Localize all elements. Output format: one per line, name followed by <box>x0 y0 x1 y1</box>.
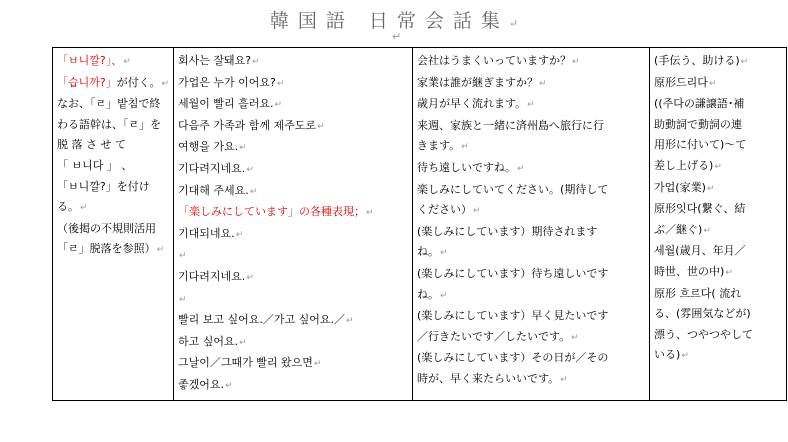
line-text: 「 ㅂ니다 」 、 <box>57 158 133 172</box>
text-line <box>178 310 408 332</box>
text-line <box>654 262 782 284</box>
text-line <box>417 200 645 222</box>
paragraph-mark: ↵ <box>276 78 285 89</box>
line-text: 原形드리다 <box>654 75 708 89</box>
line-text: 기다려지네요. <box>178 161 246 175</box>
text-line <box>178 202 408 224</box>
vocabulary-notes-cell <box>650 48 787 401</box>
paragraph-mark: ↵ <box>714 161 722 172</box>
line-text: 来週、家族と一緒に済州島へ旅行に行 <box>417 118 605 132</box>
text-line <box>417 116 645 137</box>
line-text: なお、「ㄹ」밭침で終 <box>57 97 161 111</box>
line-text: 좋겠어요. <box>178 377 225 391</box>
paragraph-mark: ↵ <box>246 272 254 283</box>
korean-phrases-cell <box>174 48 413 401</box>
grammar-notes-cell <box>53 48 174 401</box>
text-line <box>417 264 645 285</box>
text-line <box>654 325 782 346</box>
text-line <box>57 219 169 240</box>
text-line <box>654 135 782 156</box>
line-text: (楽しみにしています）早く見たいです <box>417 309 609 323</box>
text-line <box>417 222 645 243</box>
line-text: わる語幹は、「ㄹ」を <box>57 117 162 131</box>
text-line <box>417 327 645 349</box>
document-title <box>0 6 788 33</box>
paragraph-mark: ↵ <box>80 203 88 214</box>
paragraph-mark: ↵ <box>725 267 733 278</box>
paragraph-mark: ↵ <box>235 229 244 240</box>
paragraph-mark: ↵ <box>239 337 247 348</box>
line-text: 時世、世の中) <box>654 264 725 278</box>
line-text: (楽しみにしています）期待されます <box>417 224 598 238</box>
text-line <box>654 178 782 200</box>
text-line <box>654 115 782 136</box>
paragraph-mark: ↵ <box>366 208 374 219</box>
line-text: (楽しみにしています）その日が／その <box>417 351 609 365</box>
conversation-table <box>52 47 787 401</box>
line-text: 여행을 가요. <box>178 140 239 154</box>
line-text: 가업은 누가 이어요? <box>178 75 276 89</box>
title-text: 韓国語 日常会話集 <box>269 10 509 32</box>
text-line <box>178 116 408 138</box>
text-line <box>654 220 782 242</box>
paragraph-mark: ↵ <box>246 164 254 175</box>
text-line <box>654 94 782 115</box>
line-text: 그날이／그때가 빨리 왔으면 <box>178 356 313 370</box>
text-line <box>417 73 645 95</box>
text-line <box>417 348 645 369</box>
text-line <box>417 180 645 201</box>
line-text: 時が、早く来たらいいです。 <box>417 371 560 385</box>
line-text: 家業は誰が継ぎますか？ <box>417 75 539 89</box>
line-text: 会社はうまくいっていますか？ <box>417 54 572 67</box>
text-line <box>178 267 408 289</box>
line-text: 待ち遠しいですね。 <box>417 160 517 174</box>
text-line <box>178 159 408 181</box>
line-text: きます。 <box>417 139 461 153</box>
line-text: 세월(歳月、年月／ <box>654 244 746 258</box>
line-text: 助動詞で動詞の連 <box>654 117 743 131</box>
text-line <box>417 94 645 116</box>
paragraph-mark: ↵ <box>179 251 187 262</box>
paragraph-mark: ↵ <box>179 294 187 305</box>
line-text: 기대되네요. <box>178 226 235 240</box>
paragraph-mark: ↵ <box>123 57 131 67</box>
line-text: 세월이 빨리 흘러요. <box>178 97 274 111</box>
text-line <box>57 51 169 73</box>
line-text: ((주다の謙譲語･補 <box>654 97 745 111</box>
paragraph-mark: ↵ <box>560 374 568 385</box>
line-text: 「습니까?」 <box>57 75 117 89</box>
paragraph-mark: ↵ <box>708 78 717 89</box>
line-text: 기대해 주세요. <box>178 183 249 197</box>
line-text: (手伝う、助ける) <box>654 54 740 67</box>
text-line <box>178 73 408 95</box>
text-line <box>654 345 782 367</box>
line-text: 「ㅂ니깔?」、 <box>57 54 123 67</box>
paragraph-mark: ↵ <box>161 78 170 89</box>
paragraph-mark: ↵ <box>239 143 247 154</box>
line-text: 회사는 잘돼요? <box>178 54 252 67</box>
text-line <box>57 94 169 115</box>
text-line <box>417 285 645 307</box>
line-text: 漂う、つやつやして <box>654 327 754 341</box>
text-line <box>654 156 782 178</box>
line-text: る。 <box>57 200 79 214</box>
paragraph-mark: ↵ <box>346 316 354 327</box>
text-line <box>417 242 645 264</box>
text-line <box>178 245 408 267</box>
paragraph-mark: ↵ <box>681 351 689 362</box>
line-text: （後掲の不規則活用 <box>57 221 156 235</box>
line-text: 다음주 가족과 함께 제주도로 <box>178 118 317 132</box>
text-line <box>178 94 408 116</box>
line-text: 差し上げる) <box>654 158 714 172</box>
line-text: 楽しみにしていてください。(期待して <box>417 182 609 196</box>
text-line <box>178 51 408 73</box>
title-paragraph-mark: ↵ <box>508 17 519 30</box>
table-row <box>53 48 787 401</box>
text-line <box>178 375 408 397</box>
line-text: ください） <box>417 203 473 217</box>
paragraph-mark: ↵ <box>740 57 749 67</box>
text-line <box>417 136 645 158</box>
text-line <box>654 51 782 73</box>
line-text: 「ㅂ니깔?」を付け <box>57 179 150 193</box>
text-line <box>654 199 782 220</box>
text-line <box>654 304 782 325</box>
text-line <box>178 353 408 375</box>
text-line <box>57 197 169 219</box>
paragraph-mark: ↵ <box>249 186 258 197</box>
line-text: 「楽しみにしています」の各種表現； <box>178 205 366 219</box>
line-text: 가업(家業) <box>654 180 706 194</box>
line-text: 脱 落 さ せ て <box>57 138 126 152</box>
paragraph-mark: ↵ <box>517 163 525 174</box>
line-text: 原形잇다(繋ぐ、結 <box>654 202 746 216</box>
title-paragraph-mark-2: ↵ <box>392 30 402 43</box>
line-text: いる) <box>654 348 681 362</box>
line-text: 기다려지네요. <box>178 269 246 283</box>
text-line <box>57 135 169 156</box>
line-text: 用形に付いて)～て <box>654 138 747 152</box>
line-text: ね。 <box>417 245 440 259</box>
text-line <box>57 239 169 261</box>
line-text: ぶ／継ぐ) <box>654 222 703 236</box>
paragraph-mark: ↵ <box>252 57 260 67</box>
line-text: る、(雰囲気などが) <box>654 307 751 321</box>
text-line <box>57 156 169 177</box>
paragraph-mark: ↵ <box>313 359 322 370</box>
text-line <box>654 284 782 305</box>
line-text: 原形 흐르다( 流れ <box>654 286 742 300</box>
paragraph-mark: ↵ <box>461 142 469 153</box>
line-text: 하고 싶어요. <box>178 334 239 348</box>
line-text-suffix: が付く。 <box>116 75 161 89</box>
line-text: ね。 <box>417 287 440 301</box>
text-line <box>178 289 408 311</box>
text-line <box>178 137 408 159</box>
paragraph-mark: ↵ <box>571 332 579 343</box>
line-text: ／行きたいです／したいです。 <box>417 329 571 343</box>
paragraph-mark: ↵ <box>539 78 547 89</box>
paragraph-mark: ↵ <box>317 121 325 132</box>
paragraph-mark: ↵ <box>703 225 711 236</box>
text-line <box>178 332 408 354</box>
text-line <box>178 181 408 203</box>
text-line <box>417 51 645 73</box>
line-text: 「ㄹ」脱落を参照） <box>57 242 156 256</box>
text-line <box>417 306 645 327</box>
japanese-translation-cell <box>413 48 650 401</box>
text-line <box>417 369 645 391</box>
paragraph-mark: ↵ <box>706 183 715 194</box>
line-text: (楽しみにしています）待ち遠しいです <box>417 266 609 280</box>
paragraph-mark: ↵ <box>156 245 165 256</box>
text-line <box>178 224 408 246</box>
line-text: 빨리 보고 싶어요.／가고 싶어요.／ <box>178 313 346 327</box>
text-line <box>57 115 169 136</box>
text-line <box>654 241 782 262</box>
text-line <box>57 177 169 198</box>
text-line <box>417 158 645 180</box>
paragraph-mark: ↵ <box>527 100 535 111</box>
paragraph-mark: ↵ <box>440 290 448 301</box>
paragraph-mark: ↵ <box>440 248 448 259</box>
paragraph-mark: ↵ <box>473 206 481 217</box>
paragraph-mark: ↵ <box>225 380 233 391</box>
text-line <box>57 73 169 95</box>
text-line <box>654 73 782 95</box>
paragraph-mark: ↵ <box>274 100 283 111</box>
line-text: 歳月が早く流れます。 <box>417 97 527 111</box>
paragraph-mark: ↵ <box>572 57 580 67</box>
